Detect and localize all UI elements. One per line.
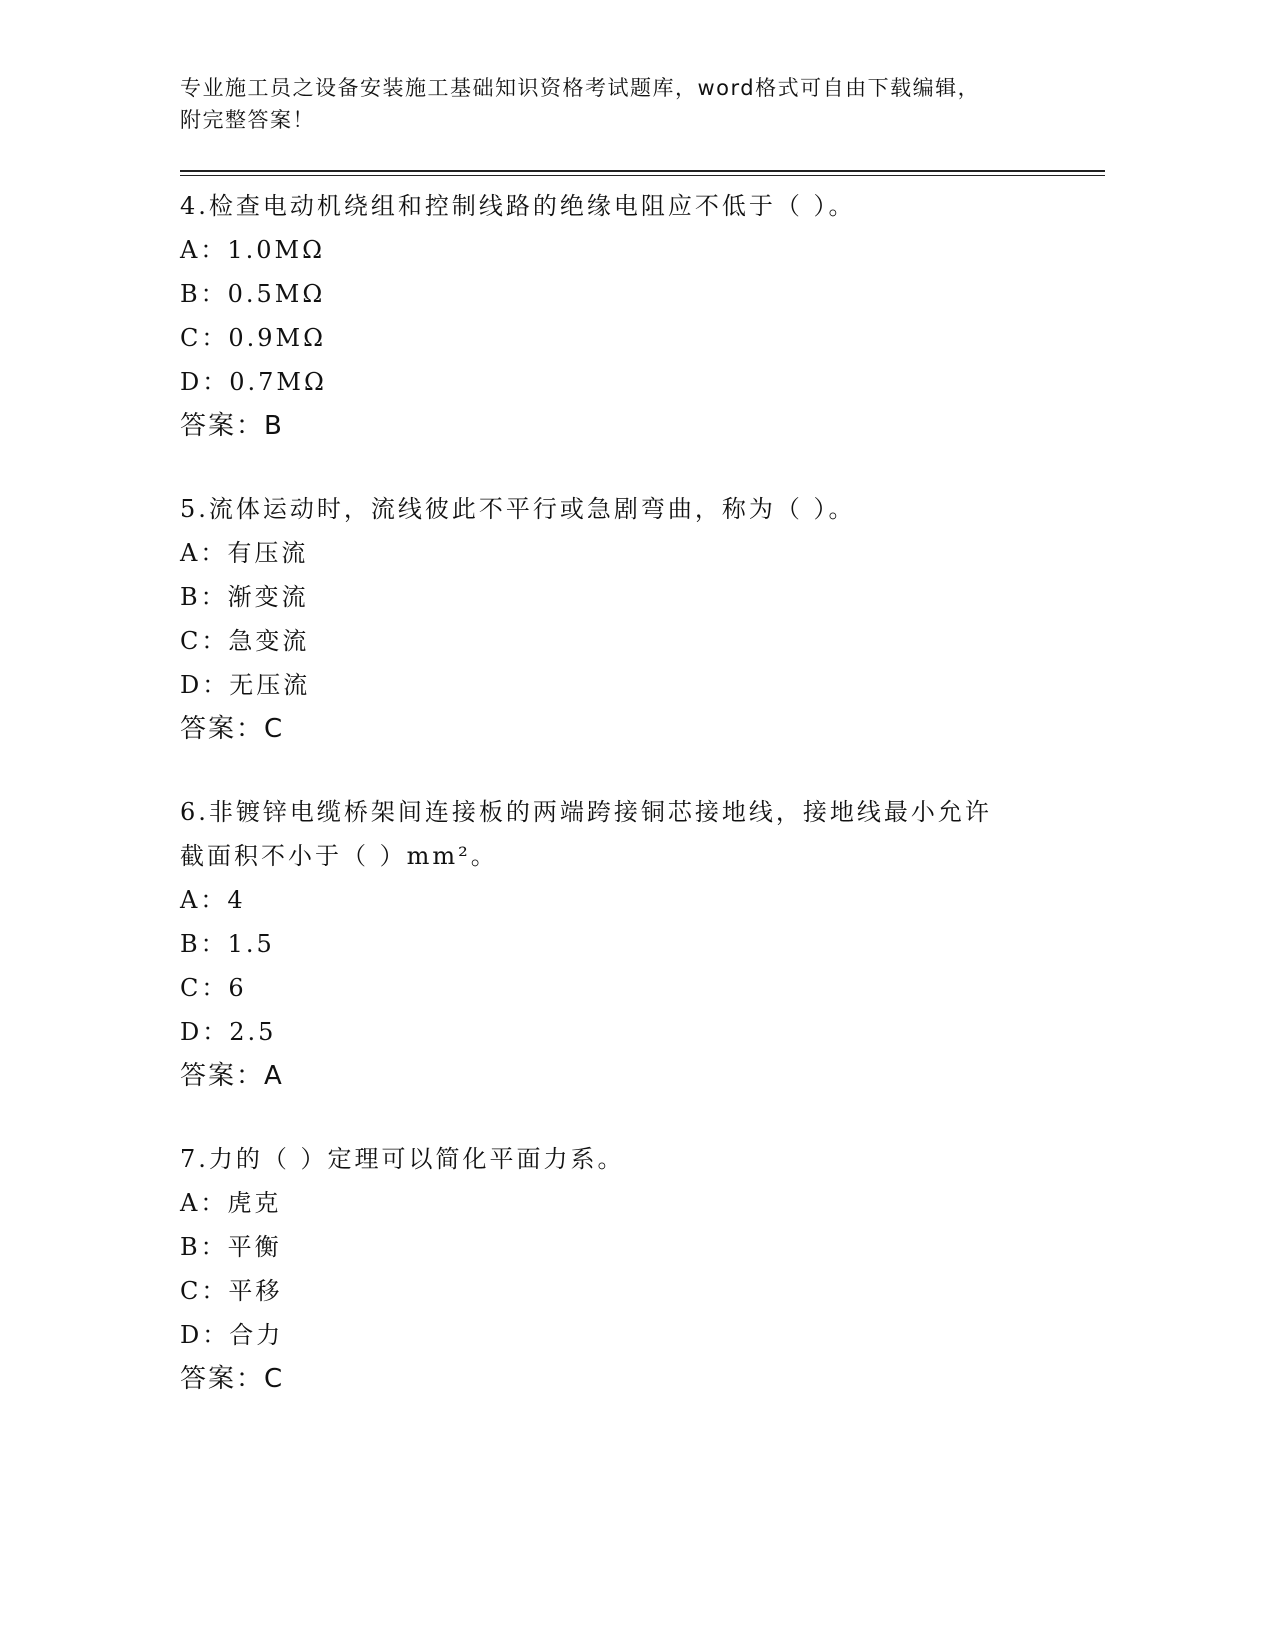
- option-c: C：0.9MΩ: [180, 324, 327, 352]
- answer-label: 答案：A: [180, 1061, 284, 1091]
- option-d: D：无压流: [180, 671, 311, 699]
- question-4: [180, 184, 1080, 448]
- option-d: D：合力: [180, 1321, 284, 1349]
- answer-label: 答案：C: [180, 1364, 285, 1394]
- option-b: B：0.5MΩ: [180, 280, 326, 308]
- option-d: D：0.7MΩ: [180, 368, 327, 396]
- option-b: B：平衡: [180, 1233, 282, 1261]
- option-b: B：1.5: [180, 930, 275, 958]
- answer-label: 答案：B: [180, 411, 284, 441]
- option-b: B：渐变流: [180, 583, 309, 611]
- header-line-1: 专业施工员之设备安装施工基础知识资格考试题库，word格式可自由下载编辑，: [180, 76, 981, 100]
- option-a: A：有压流: [180, 539, 309, 567]
- header-divider-thick: [180, 170, 1105, 172]
- option-a: A：1.0MΩ: [180, 236, 325, 264]
- answer-label: 答案：C: [180, 714, 285, 744]
- option-d: D：2.5: [180, 1018, 277, 1046]
- question-text-continued: 截面积不小于（ ）mm²。: [180, 842, 498, 870]
- document-header: [180, 72, 1080, 136]
- question-6: [180, 790, 1080, 1098]
- question-text: 4.检查电动机绕组和控制线路的绝缘电阻应不低于（ ）。: [180, 192, 856, 220]
- question-text: 6.非镀锌电缆桥架间连接板的两端跨接铜芯接地线，接地线最小允许: [180, 798, 992, 826]
- option-a: A：4: [180, 886, 246, 914]
- question-7: [180, 1137, 1080, 1401]
- option-c: C：急变流: [180, 627, 310, 655]
- header-line-2: 附完整答案！: [180, 108, 315, 132]
- question-list: [180, 184, 1080, 1440]
- option-a: A：虎克: [180, 1189, 282, 1217]
- question-5: [180, 487, 1080, 751]
- option-c: C：平移: [180, 1277, 283, 1305]
- option-c: C：6: [180, 974, 247, 1002]
- header-divider-thin: [180, 175, 1105, 176]
- question-text: 5.流体运动时，流线彼此不平行或急剧弯曲，称为（ ）。: [180, 495, 856, 523]
- question-text: 7.力的（ ）定理可以简化平面力系。: [180, 1145, 625, 1173]
